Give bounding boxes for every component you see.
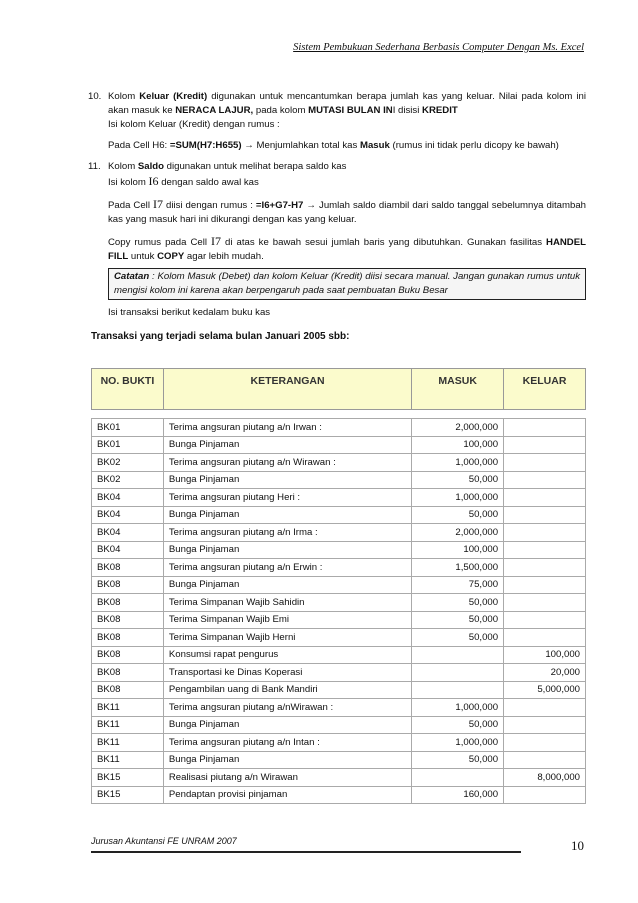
item-10-formula xyxy=(108,139,586,153)
cell-keluar xyxy=(504,419,586,437)
cell-masuk: 1,000,000 xyxy=(412,489,504,507)
text: Pada Cell H6: xyxy=(108,140,170,151)
note-box xyxy=(108,268,586,300)
formula-text: =I6+G7-H7 xyxy=(255,200,304,211)
table-row xyxy=(92,716,586,734)
text: dengan saldo awal kas xyxy=(158,177,259,188)
cell-keterangan: Terima Simpanan Wajib Sahidin xyxy=(163,594,411,612)
cell-keterangan: Bunga Pinjaman xyxy=(163,436,411,454)
cell-masuk: 2,000,000 xyxy=(412,524,504,542)
table-row xyxy=(92,769,586,787)
cell-keluar xyxy=(504,576,586,594)
table-row xyxy=(92,751,586,769)
page-number: 10 xyxy=(571,838,584,853)
table-row xyxy=(92,681,586,699)
item-11 xyxy=(88,160,586,320)
cell-masuk: 50,000 xyxy=(412,716,504,734)
cell-keterangan: Realisasi piutang a/n Wirawan xyxy=(163,769,411,787)
cell-keluar xyxy=(504,629,586,647)
text: untuk xyxy=(128,251,158,262)
table-row xyxy=(92,786,586,804)
cell-keluar xyxy=(504,751,586,769)
cell-no-bukti: BK04 xyxy=(92,541,164,559)
cell-masuk xyxy=(412,769,504,787)
note-label: Catatan xyxy=(114,271,150,282)
cell-keluar xyxy=(504,699,586,717)
text: (rumus ini tidak perlu dicopy ke bawah) xyxy=(389,140,559,151)
cell-masuk xyxy=(412,664,504,682)
cell-no-bukti: BK04 xyxy=(92,489,164,507)
cell-keluar xyxy=(504,506,586,524)
table-row xyxy=(92,594,586,612)
cell-no-bukti: BK04 xyxy=(92,506,164,524)
transactions-table xyxy=(91,368,586,804)
cell-ref: I7 xyxy=(211,234,221,248)
cell-keterangan: Pendaptan provisi pinjaman xyxy=(163,786,411,804)
table-row xyxy=(92,734,586,752)
table-header-row xyxy=(92,369,586,410)
text-bold: COPY xyxy=(157,251,185,262)
cell-keluar xyxy=(504,541,586,559)
cell-keluar xyxy=(504,454,586,472)
cell-no-bukti: BK08 xyxy=(92,611,164,629)
note-text: : Kolom Masuk (Debet) dan kolom Keluar (Kredit) diisi secara manual. Jangan gunakan rumus untuk mengisi kolom ini karena akan berpengaruh pada saat pembuatan Buku Besar xyxy=(114,271,580,296)
text-bold: NERACA LAJUR, xyxy=(175,105,254,116)
table-row xyxy=(92,436,586,454)
cell-keterangan: Transportasi ke Dinas Koperasi xyxy=(163,664,411,682)
cell-masuk: 50,000 xyxy=(412,471,504,489)
text-bold: Masuk xyxy=(359,140,390,151)
cell-keluar xyxy=(504,786,586,804)
text: digunakan untuk mencantumkan berapa jumlah kas yang keluar. Nilai pada kolom ini akan masuk ke xyxy=(108,91,587,116)
cell-keluar xyxy=(504,489,586,507)
cell-keterangan: Terima Simpanan Wajib Emi xyxy=(163,611,411,629)
header-no-bukti: NO. BUKTI xyxy=(92,369,164,410)
cell-no-bukti: BK08 xyxy=(92,664,164,682)
text: di atas ke bawah sesui jumlah baris yang dibutuhkan. Gunakan fasilitas xyxy=(221,237,547,248)
text: diisi dengan rumus : xyxy=(162,200,256,211)
cell-masuk xyxy=(412,681,504,699)
cell-masuk: 50,000 xyxy=(412,629,504,647)
header-keterangan: KETERANGAN xyxy=(163,369,411,410)
cell-masuk: 1,000,000 xyxy=(412,454,504,472)
cell-masuk: 1,500,000 xyxy=(412,559,504,577)
cell-no-bukti: BK11 xyxy=(92,716,164,734)
cell-masuk: 1,000,000 xyxy=(412,734,504,752)
cell-masuk: 2,000,000 xyxy=(412,419,504,437)
text: agar lebih mudah. xyxy=(184,251,264,262)
cell-keterangan: Terima angsuran piutang a/nWirawan : xyxy=(163,699,411,717)
text: Kolom xyxy=(108,91,140,102)
cell-no-bukti: BK11 xyxy=(92,734,164,752)
table-row xyxy=(92,419,586,437)
cell-keluar: 20,000 xyxy=(504,664,586,682)
cell-keluar xyxy=(504,524,586,542)
table-row xyxy=(92,471,586,489)
cell-keterangan: Bunga Pinjaman xyxy=(163,751,411,769)
text: Isi kolom xyxy=(108,177,149,188)
text: → Jumlah saldo diambil dari saldo tanggal sebelumnya ditambah kas yang masuk hari ini dikurangi dengan kas yang keluar. xyxy=(108,200,586,225)
cell-keterangan: Terima angsuran piutang a/n Intan : xyxy=(163,734,411,752)
text: I disisi xyxy=(392,105,423,116)
text-bold: Saldo xyxy=(137,161,164,172)
cell-keterangan: Pengambilan uang di Bank Mandiri xyxy=(163,681,411,699)
cell-masuk: 1,000,000 xyxy=(412,699,504,717)
item-10 xyxy=(88,90,587,153)
cell-no-bukti: BK15 xyxy=(92,786,164,804)
table-row xyxy=(92,611,586,629)
cell-no-bukti: BK02 xyxy=(92,454,164,472)
cell-keterangan: Terima angsuran piutang a/n Irwan : xyxy=(163,419,411,437)
cell-masuk: 100,000 xyxy=(412,436,504,454)
footer-rule xyxy=(91,851,521,853)
cell-no-bukti: BK08 xyxy=(92,629,164,647)
body-text xyxy=(88,90,587,344)
cell-no-bukti: BK01 xyxy=(92,419,164,437)
table-row xyxy=(92,489,586,507)
header-masuk: MASUK xyxy=(412,369,504,410)
running-header: Sistem Pembukuan Sederhana Berbasis Computer Dengan Ms. Excel xyxy=(293,42,584,53)
cell-no-bukti: BK08 xyxy=(92,646,164,664)
item-number: 10. xyxy=(88,91,102,102)
text-bold: KREDIT xyxy=(422,105,458,116)
item-11-formula xyxy=(108,197,586,227)
cell-keterangan: Terima Simpanan Wajib Herni xyxy=(163,629,411,647)
cell-keluar xyxy=(504,734,586,752)
cell-no-bukti: BK01 xyxy=(92,436,164,454)
cell-keterangan: Bunga Pinjaman xyxy=(163,471,411,489)
cell-keterangan: Terima angsuran piutang a/n Erwin : xyxy=(163,559,411,577)
cell-keterangan: Terima angsuran piutang a/n Irma : xyxy=(163,524,411,542)
cell-keterangan: Bunga Pinjaman xyxy=(163,541,411,559)
cell-ref: I6 xyxy=(148,174,159,188)
cell-no-bukti: BK15 xyxy=(92,769,164,787)
cell-keluar xyxy=(504,559,586,577)
cell-no-bukti: BK08 xyxy=(92,576,164,594)
cell-no-bukti: BK08 xyxy=(92,559,164,577)
cell-masuk: 50,000 xyxy=(412,506,504,524)
cell-keterangan: Bunga Pinjaman xyxy=(163,506,411,524)
table-row xyxy=(92,576,586,594)
item-number: 11. xyxy=(88,161,101,172)
table-row xyxy=(92,541,586,559)
cell-keterangan: Bunga Pinjaman xyxy=(163,576,411,594)
item-11-intro xyxy=(108,160,586,174)
cell-keterangan: Terima angsuran piutang a/n Wirawan : xyxy=(163,454,411,472)
text: Kolom xyxy=(108,161,138,172)
cell-masuk: 50,000 xyxy=(412,594,504,612)
footer-institution: Jurusan Akuntansi FE UNRAM 2007 xyxy=(91,836,237,846)
item-10-formula-intro: Isi kolom Keluar (Kredit) dengan rumus : xyxy=(108,119,280,130)
section-title: Transaksi yang terjadi selama bulan Januari 2005 sbb: xyxy=(91,331,350,342)
text: → Menjumlahkan total kas xyxy=(241,140,360,151)
cell-no-bukti: BK11 xyxy=(92,751,164,769)
item-11-instruction: Isi transaksi berikut kedalam buku kas xyxy=(108,307,271,318)
cell-keluar: 100,000 xyxy=(504,646,586,664)
text: digunakan untuk melihat berapa saldo kas xyxy=(163,161,347,172)
text: pada kolom xyxy=(253,105,309,116)
cell-keluar: 5,000,000 xyxy=(504,681,586,699)
cell-keterangan: Bunga Pinjaman xyxy=(163,716,411,734)
item-10-paragraph xyxy=(108,90,586,118)
cell-keluar: 8,000,000 xyxy=(504,769,586,787)
cell-no-bukti: BK11 xyxy=(92,699,164,717)
cell-keterangan: Terima angsuran piutang Heri : xyxy=(163,489,411,507)
cell-masuk: 50,000 xyxy=(412,611,504,629)
cell-no-bukti: BK02 xyxy=(92,471,164,489)
cell-masuk: 75,000 xyxy=(412,576,504,594)
item-11-initial xyxy=(108,174,586,190)
text-bold: HANDEL FILL xyxy=(108,237,586,262)
cell-keluar xyxy=(504,471,586,489)
cell-masuk: 100,000 xyxy=(412,541,504,559)
table-row xyxy=(92,454,586,472)
item-11-copy xyxy=(108,234,586,264)
cell-ref: I7 xyxy=(152,197,163,211)
cell-no-bukti: BK08 xyxy=(92,594,164,612)
text-bold: Keluar (Kredit) xyxy=(139,91,208,102)
cell-masuk: 50,000 xyxy=(412,751,504,769)
text-bold: MUTASI BULAN IN xyxy=(308,105,393,116)
formula-text: =SUM(H7:H655) xyxy=(169,140,242,151)
cell-no-bukti: BK08 xyxy=(92,681,164,699)
cell-keluar xyxy=(504,436,586,454)
cell-keterangan: Konsumsi rapat pengurus xyxy=(163,646,411,664)
table-row xyxy=(92,506,586,524)
cell-keluar xyxy=(504,716,586,734)
table-row xyxy=(92,524,586,542)
text: Pada Cell xyxy=(108,200,153,211)
cell-masuk: 160,000 xyxy=(412,786,504,804)
table-row xyxy=(92,559,586,577)
table-row xyxy=(92,646,586,664)
cell-no-bukti: BK04 xyxy=(92,524,164,542)
table-row xyxy=(92,699,586,717)
text: Copy rumus pada Cell xyxy=(108,237,211,248)
cell-keluar xyxy=(504,594,586,612)
cell-masuk xyxy=(412,646,504,664)
table-row xyxy=(92,664,586,682)
cell-keluar xyxy=(504,611,586,629)
table-row xyxy=(92,629,586,647)
header-keluar: KELUAR xyxy=(504,369,586,410)
